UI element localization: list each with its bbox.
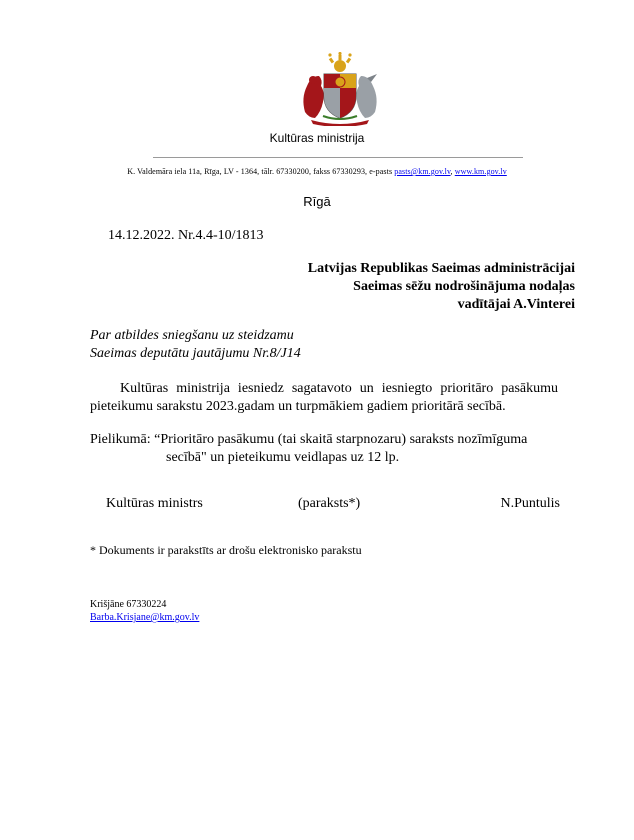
subject-block	[90, 327, 301, 363]
attachment-block	[90, 431, 560, 467]
signature-mark: (paraksts*)	[298, 496, 361, 511]
address-separator: ,	[450, 167, 455, 176]
subject-line: Par atbildes sniegšanu uz steidzamu	[90, 328, 294, 343]
signature-footnote: * Dokuments ir parakstīts ar drošu elektronisko parakstu	[90, 543, 362, 557]
header-divider	[153, 157, 523, 158]
signatory-role: Kultūras ministrs	[106, 496, 203, 511]
contact-email-link[interactable]: Barba.Krisjane@km.gov.lv	[90, 612, 200, 623]
ministry-name: Kultūras ministrija	[269, 131, 365, 145]
document-number: 14.12.2022. Nr.4.4-10/1813	[108, 228, 264, 243]
ministry-address	[0, 167, 634, 176]
ministry-email-link[interactable]: pasts@km.gov.lv	[394, 167, 451, 176]
contact-name-phone: Krišjāne 67330224	[90, 599, 167, 610]
ministry-website-link[interactable]: www.km.gov.lv	[454, 167, 507, 176]
subject-line: Saeimas deputātu jautājumu Nr.8/J14	[90, 346, 301, 361]
addressee-line: Saeimas sēžu nodrošinājuma nodaļas	[353, 279, 575, 294]
address-text: K. Valdemāra iela 11a, Rīga, LV - 1364, tālr. 67330200, fakss 67330293, e-pasts	[127, 167, 395, 176]
addressee-block	[308, 260, 575, 314]
attachment-line: Pielikumā: “Prioritāro pasākumu (tai skaitā starpnozaru) saraksts nozīmīguma	[90, 432, 528, 447]
contact-block	[90, 598, 199, 624]
coat-of-arms-icon	[297, 52, 383, 126]
signatory-name: N.Puntulis	[500, 496, 560, 511]
body-paragraph: Kultūras ministrija iesniedz sagatavoto un iesniegto prioritāro pasākumu pieteikumu sarakstu 2023.gadam un turpmākiem gadiem prioritārā secībā.	[90, 381, 558, 414]
addressee-line: vadītājai A.Vinterei	[457, 297, 575, 312]
addressee-line: Latvijas Republikas Saeimas administrācijai	[307, 261, 575, 276]
place-of-issue: Rīgā	[303, 194, 331, 209]
attachment-line: secībā" un pieteikumu veidlapas uz 12 lp.	[166, 450, 400, 465]
